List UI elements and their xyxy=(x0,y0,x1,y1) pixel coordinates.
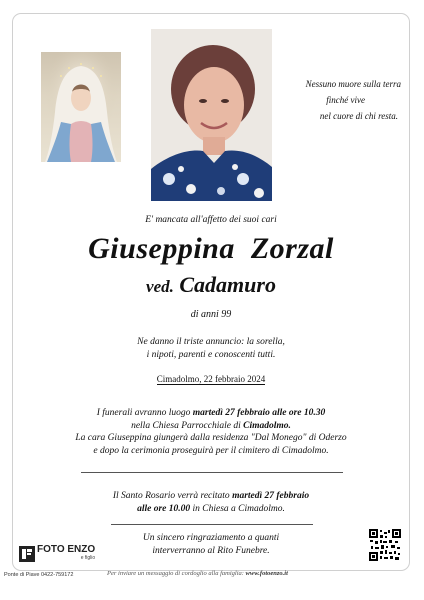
logo-sub: e figlio xyxy=(80,555,96,561)
family-line-1: Ne danno il triste annuncio: la sorella, xyxy=(137,337,285,347)
quote-line-2: finché vive xyxy=(326,95,365,105)
place-date-line xyxy=(13,374,409,384)
thanks-line-2: interverranno al Rito Funebre. xyxy=(152,546,270,556)
funeral-text-1: I funerali avranno luogo xyxy=(96,408,193,418)
intro-line: E' mancata all'affetto dei suoi cari xyxy=(145,215,277,225)
age-line: di anni 99 xyxy=(190,309,232,320)
funeral-church: Cimadolmo. xyxy=(243,420,291,431)
deceased-name: Giuseppina Zorzal xyxy=(88,232,334,265)
funeral-text-3: La cara Giuseppina giungerà dalla residenza "Dal Monego" di Oderzo xyxy=(75,433,347,443)
qr-code[interactable] xyxy=(369,529,401,561)
funeral-text-4: e dopo la cerimonia proseguirà per il cimitero di Cimadolmo. xyxy=(93,445,329,456)
obituary-card xyxy=(12,13,410,571)
footer-message xyxy=(107,570,288,577)
footer-message-text: Per inviare un messaggio di cordoglio alla famiglia: xyxy=(107,570,246,577)
married-name-line xyxy=(13,272,409,298)
funeral-info xyxy=(13,407,409,457)
funeral-datetime: martedì 27 febbraio alle ore 10.30 xyxy=(192,408,326,418)
family-line-2: i nipoti, parenti e conoscenti tutti. xyxy=(146,350,276,360)
rosary-text-1: Il Santo Rosario verrà recitato xyxy=(112,491,233,501)
rosary-text-2: in Chiesa a Cimadolmo. xyxy=(190,503,285,514)
rosary-time: alle ore 10.00 xyxy=(137,503,191,514)
married-name: Cadamuro xyxy=(179,272,276,297)
divider-1 xyxy=(81,472,343,473)
footer-logo xyxy=(19,546,95,562)
rosary-date: martedì 27 febbraio xyxy=(232,491,310,501)
footer-contact: Ponte di Piave 0422-759172 xyxy=(4,572,74,578)
thanks-line-1: Un sincero ringraziamento a quanti xyxy=(142,533,280,543)
divider-2 xyxy=(111,524,313,525)
quote-line-1: Nessuno muore sulla terra xyxy=(305,79,401,89)
madonna-image xyxy=(41,52,121,162)
funeral-text-2: nella Chiesa Parrocchiale di xyxy=(131,420,244,431)
camera-logo-icon xyxy=(19,546,35,562)
portrait-photo xyxy=(151,29,272,201)
family-announcement xyxy=(13,336,409,362)
quote-line-3: nel cuore di chi resta. xyxy=(319,111,398,121)
logo-text: FOTO ENZO xyxy=(37,544,96,555)
place-date: Cimadolmo, 22 febbraio 2024 xyxy=(156,374,266,384)
footer-website-link[interactable]: www.fotoenzo.it xyxy=(245,570,288,577)
quote-block xyxy=(283,76,401,124)
ved-prefix: ved. xyxy=(146,277,174,296)
rosary-info xyxy=(13,490,409,515)
